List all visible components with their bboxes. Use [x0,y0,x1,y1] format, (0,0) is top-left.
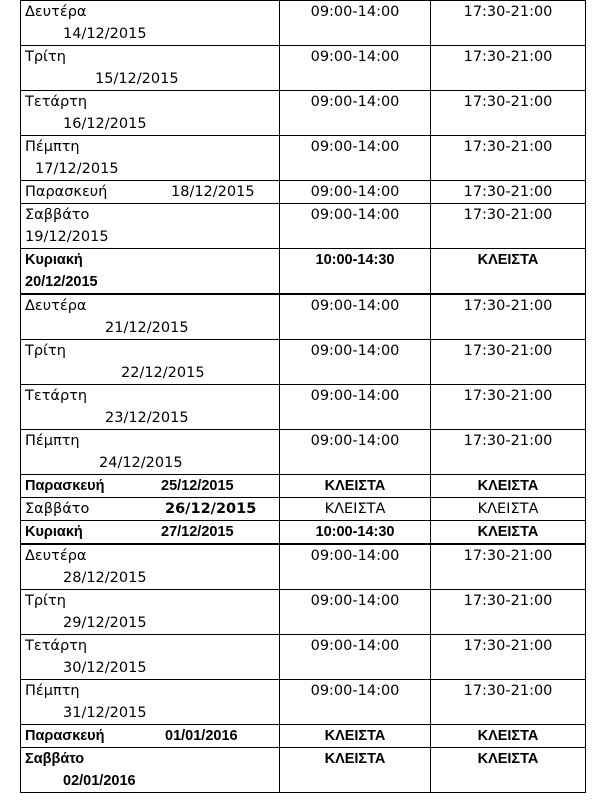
day-name: Παρασκευή [25,728,105,744]
day-date-cell [21,385,280,430]
morning-hours-cell: 09:00-14:00 [280,385,431,430]
date-value: 23/12/2015 [105,410,189,426]
evening-hours-cell: ΚΛΕΙΣΤΑ [431,498,586,521]
evening-hours-cell: 17:30-21:00 [431,181,586,204]
morning-hours-cell: ΚΛΕΙΣΤΑ [280,725,431,748]
day-date-cell [21,249,280,295]
morning-hours-cell: ΚΛΕΙΣΤΑ [280,498,431,521]
evening-hours-cell: 17:30-21:00 [431,430,586,475]
table-row [21,590,586,635]
date-value: 01/01/2016 [165,728,238,744]
day-name: Σαββάτο [25,751,85,767]
date-value: 28/12/2015 [63,570,147,586]
date-value: 19/12/2015 [25,229,109,245]
day-date-cell [21,725,280,748]
day-name: Δευτέρα [25,4,87,20]
evening-hours-cell: ΚΛΕΙΣΤΑ [431,475,586,498]
evening-hours-cell: 17:30-21:00 [431,590,586,635]
date-value: 15/12/2015 [95,71,179,87]
day-name: Πέμπτη [25,139,80,155]
evening-hours-cell: 17:30-21:00 [431,294,586,340]
day-date-cell [21,340,280,385]
table-row [21,430,586,475]
day-name: Τρίτη [25,49,66,65]
morning-hours-cell: 09:00-14:00 [280,680,431,725]
date-value: 02/01/2016 [63,773,136,789]
day-date-cell [21,544,280,590]
date-value: 16/12/2015 [63,116,147,132]
morning-hours-cell: 09:00-14:00 [280,181,431,204]
evening-hours-cell: 17:30-21:00 [431,1,586,46]
table-row [21,475,586,498]
day-name: Σαββάτο [25,501,90,517]
day-name: Τετάρτη [25,638,88,654]
day-date-cell [21,136,280,181]
evening-hours-cell: 17:30-21:00 [431,385,586,430]
evening-hours-cell: 17:30-21:00 [431,204,586,249]
date-value: 27/12/2015 [161,524,234,540]
evening-hours-cell: 17:30-21:00 [431,136,586,181]
evening-hours-cell: 17:30-21:00 [431,680,586,725]
morning-hours-cell: 09:00-14:00 [280,46,431,91]
day-date-cell [21,475,280,498]
day-name: Παρασκευή [25,478,105,494]
table-row [21,680,586,725]
day-date-cell [21,1,280,46]
day-name: Σαββάτο [25,207,90,223]
date-value: 18/12/2015 [171,184,255,200]
day-name: Δευτέρα [25,298,87,314]
date-value: 24/12/2015 [99,455,183,471]
opening-hours-table [20,0,586,793]
day-name: Τρίτη [25,593,66,609]
morning-hours-cell: 10:00-14:30 [280,249,431,295]
evening-hours-cell: ΚΛΕΙΣΤΑ [431,748,586,793]
morning-hours-cell: ΚΛΕΙΣΤΑ [280,475,431,498]
date-value: 25/12/2015 [161,478,234,494]
table-row [21,181,586,204]
day-date-cell [21,590,280,635]
date-value: 26/12/2015 [165,501,257,517]
table-row [21,46,586,91]
date-value: 29/12/2015 [63,615,147,631]
day-date-cell [21,204,280,249]
day-date-cell [21,181,280,204]
morning-hours-cell: 09:00-14:00 [280,340,431,385]
date-value: 20/12/2015 [25,274,98,290]
morning-hours-cell: 09:00-14:00 [280,635,431,680]
morning-hours-cell: 09:00-14:00 [280,294,431,340]
day-name: Κυριακή [25,524,83,540]
table-row [21,748,586,793]
day-name: Παρασκευή [25,184,108,200]
date-value: 14/12/2015 [63,26,147,42]
table-row [21,725,586,748]
table-body [21,1,586,793]
cut-off-text-line [20,800,585,806]
day-date-cell [21,430,280,475]
morning-hours-cell: 10:00-14:30 [280,521,431,545]
day-name: Δευτέρα [25,548,87,564]
date-value: 17/12/2015 [35,161,119,177]
morning-hours-cell: 09:00-14:00 [280,590,431,635]
table-row [21,385,586,430]
date-value: 30/12/2015 [63,660,147,676]
day-name: Κυριακή [25,252,83,268]
table-row [21,294,586,340]
morning-hours-cell: 09:00-14:00 [280,136,431,181]
day-date-cell [21,498,280,521]
table-row [21,91,586,136]
day-date-cell [21,91,280,136]
evening-hours-cell: 17:30-21:00 [431,635,586,680]
day-date-cell [21,46,280,91]
day-name: Πέμπτη [25,683,80,699]
evening-hours-cell: 17:30-21:00 [431,544,586,590]
table-row [21,204,586,249]
date-value: 22/12/2015 [121,365,205,381]
evening-hours-cell: 17:30-21:00 [431,46,586,91]
morning-hours-cell: 09:00-14:00 [280,430,431,475]
table-row [21,498,586,521]
table-row [21,249,586,295]
day-date-cell [21,635,280,680]
day-date-cell [21,294,280,340]
table-row [21,136,586,181]
morning-hours-cell: 09:00-14:00 [280,1,431,46]
evening-hours-cell: 17:30-21:00 [431,91,586,136]
date-value: 21/12/2015 [105,320,189,336]
evening-hours-cell: ΚΛΕΙΣΤΑ [431,521,586,545]
table-row [21,521,586,545]
date-value: 31/12/2015 [63,705,147,721]
day-name: Τετάρτη [25,388,88,404]
day-name: Τετάρτη [25,94,88,110]
day-name: Τρίτη [25,343,66,359]
evening-hours-cell: ΚΛΕΙΣΤΑ [431,249,586,295]
morning-hours-cell: ΚΛΕΙΣΤΑ [280,748,431,793]
day-date-cell [21,680,280,725]
table-row [21,544,586,590]
day-date-cell [21,521,280,545]
morning-hours-cell: 09:00-14:00 [280,544,431,590]
day-name: Πέμπτη [25,433,80,449]
table-row [21,1,586,46]
evening-hours-cell: 17:30-21:00 [431,340,586,385]
table-row [21,340,586,385]
day-date-cell [21,748,280,793]
evening-hours-cell: ΚΛΕΙΣΤΑ [431,725,586,748]
morning-hours-cell: 09:00-14:00 [280,91,431,136]
morning-hours-cell: 09:00-14:00 [280,204,431,249]
table-row [21,635,586,680]
